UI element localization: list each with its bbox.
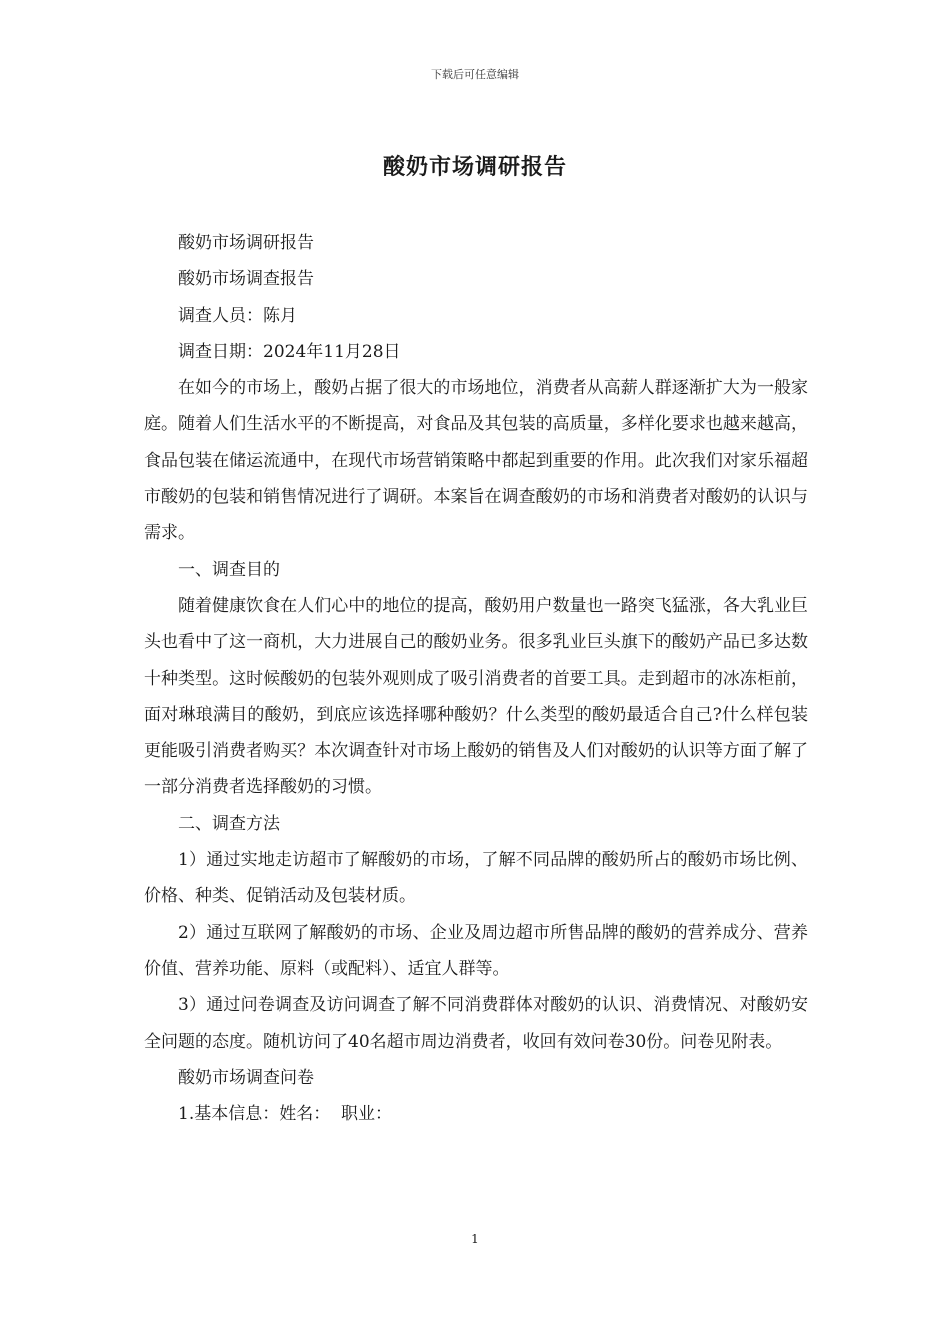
paragraph-surveyor: 调查人员：陈月 (178, 305, 297, 326)
paragraph-method-1: 1）通过实地走访超市了解酸奶的市场，了解不同品牌的酸奶所占的酸奶市场比例、价格、种类、促销活动及包装材质。 (144, 850, 808, 907)
paragraph-survey-date: 调查日期：2024年11月28日 (178, 341, 401, 362)
paragraph-method-2: 2）通过互联网了解酸奶的市场、企业及周边超市所售品牌的酸奶的营养成分、营养价值、营养功能、原料（或配料）、适宜人群等。 (144, 922, 808, 979)
document-title: 酸奶市场调研报告 (382, 154, 567, 180)
paragraph-purpose: 随着健康饮食在人们心中的地位的提高，酸奶用户数量也一路突飞猛涨，各大乳业巨头也看中了这一商机，大力进展自己的酸奶业务。很多乳业巨头旗下的酸奶产品已多达数十种类型。这时候酸奶的包装外观则成了吸引消费者的首要工具。走到超市的冰冻柜前，面对琳琅满目的酸奶，到底应该选择哪种酸奶？什么类型的酸奶最适合自己?什么样包装更能吸引消费者购买？本次调查针对市场上酸奶的销售及人们对酸奶的认识等方面了解了一部分消费者选择酸奶的习惯。 (144, 595, 808, 798)
page-header-note: 下载后可任意编辑 (431, 68, 519, 81)
questionnaire-basic-info: 1.基本信息：姓名： 职业： (178, 1104, 393, 1125)
page-number: 1 (471, 1232, 479, 1246)
section-heading-method: 二、调查方法 (178, 813, 280, 834)
paragraph-survey-name: 酸奶市场调查报告 (178, 269, 314, 290)
questionnaire-title: 酸奶市场调查问卷 (178, 1067, 314, 1088)
document-body (144, 225, 808, 1132)
section-heading-purpose: 一、调查目的 (178, 559, 280, 580)
paragraph-introduction: 在如今的市场上，酸奶占据了很大的市场地位，消费者从高薪人群逐渐扩大为一般家庭。随着人们生活水平的不断提高，对食品及其包装的高质量，多样化要求也越来越高，食品包装在储运流通中，在现代市场营销策略中都起到重要的作用。此次我们对家乐福超市酸奶的包装和销售情况进行了调研。本案旨在调查酸奶的市场和消费者对酸奶的认识与需求。 (144, 378, 808, 544)
paragraph-report-name: 酸奶市场调研报告 (178, 233, 314, 253)
paragraph-method-3: 3）通过问卷调查及访问调查了解不同消费群体对酸奶的认识、消费情况、对酸奶安全问题的态度。随机访问了40名超市周边消费者，收回有效问卷30份。问卷见附表。 (144, 995, 808, 1052)
